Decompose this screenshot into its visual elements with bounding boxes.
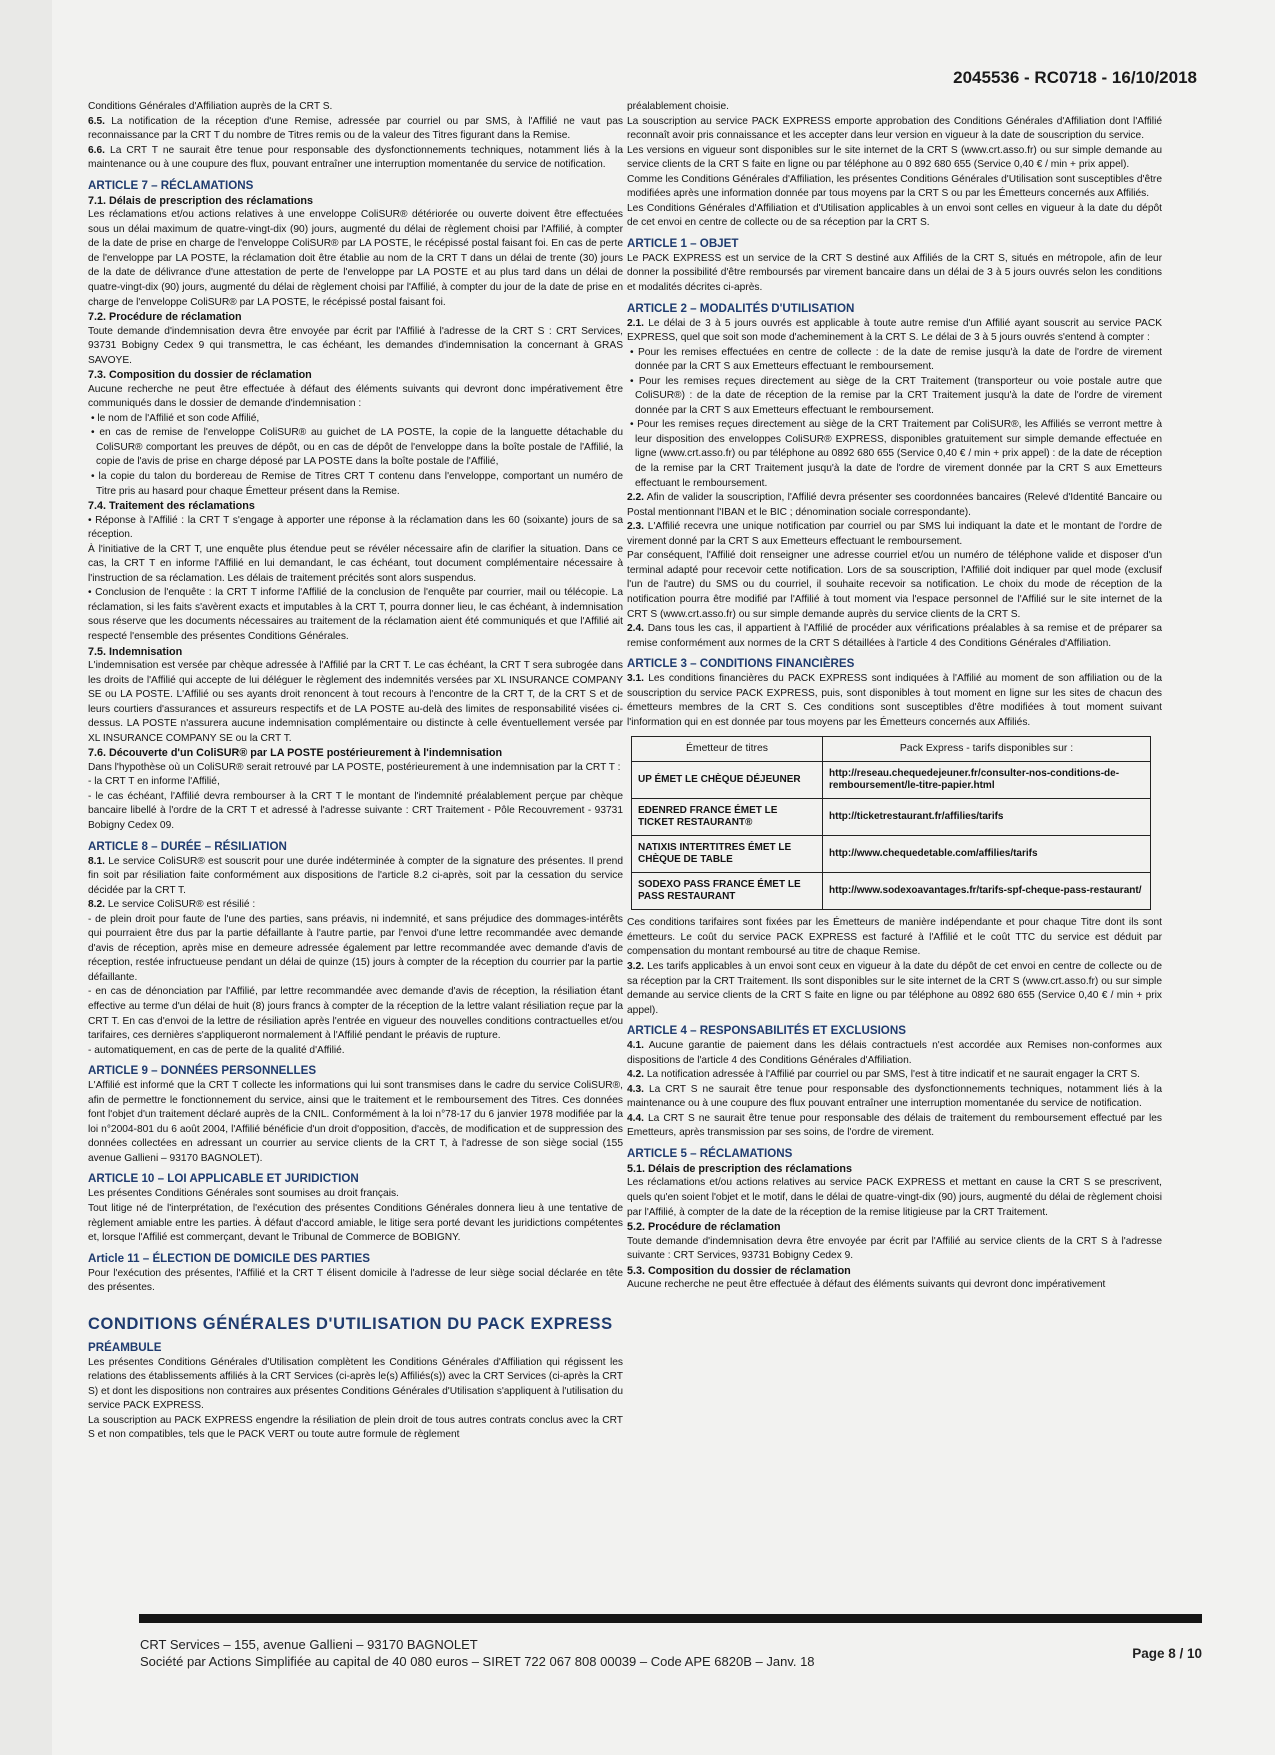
clause-text: Les présentes Conditions Générales sont soumises au droit français. xyxy=(88,1188,399,1200)
clause-text: - en cas de dénonciation par l'Affilié, par lettre recommandée avec demande d'avis de réception, la résiliation étant effective au terme d'un délai de huit (8) jours francs à compter de la réception de la lettre valant résiliation reçue par la CRT T. En cas d'envoi de la lettre de résiliation après l'entrée en vigueur des nouvelles conditions contractuelles et/ou tarifaires, ces dernières s'appliqueront normalement à l'Affilié pendant le préavis de rupture. xyxy=(88,986,623,1042)
paragraph xyxy=(88,115,623,144)
article-heading xyxy=(627,1146,1162,1162)
paragraph xyxy=(88,543,623,587)
tariff-link[interactable]: http://www.sodexoavantages.fr/tarifs-spf-cheque-pass-restaurant/ xyxy=(823,873,1151,910)
clause-text: ARTICLE 9 – DONNÉES PERSONNELLES xyxy=(88,1064,317,1078)
clause-text: 7.5. Indemnisation xyxy=(88,645,183,658)
paragraph xyxy=(88,1079,623,1166)
paragraph xyxy=(627,252,1162,296)
table-row xyxy=(632,836,1151,873)
bullet-item xyxy=(627,375,1162,419)
clause-text: Dans tous les cas, il appartient à l'Affilié de procéder aux vérifications préalables à sa remise et de préparer sa remise conformément aux normes de la CRT S détaillées à l'article 4 des Conditions Générales d'Affiliation. xyxy=(627,623,1162,649)
clause-text: - la CRT T en informe l'Affilié, xyxy=(88,776,220,788)
clause-number: 4.4. xyxy=(627,1112,644,1124)
paragraph xyxy=(627,115,1162,144)
clause-number: 2.4. xyxy=(627,623,644,635)
right-column xyxy=(627,100,1162,1293)
clause-text: préalablement choisie. xyxy=(627,101,729,112)
paragraph xyxy=(88,790,623,834)
paragraph xyxy=(88,325,623,369)
clause-text: Les conditions financières du PACK EXPRESS sont indiquées à l'Affilié au moment de son affiliation ou de la souscription du service PACK EXPRESS, puis, sont disponibles à tout moment en ligne sur les sites de chacun des émetteurs membres de la CRT S. Ces conditions sont susceptibles d'être modifiées à tout moment suivant l'information qui en est donnée par tous moyens par les Émetteurs concernés aux Affiliés. xyxy=(627,673,1162,728)
clause-text: Les tarifs applicables à un envoi sont ceux en vigueur à la date du dépôt de cet envoi en centre de collecte ou de sa réception par la CRT Traitement. Ils sont disponibles sur le site internet de la CRT S (www.crt.asso.fr) ou sur simple demande au service clients de la CRT S faite en ligne ou par téléphone au 0892 680 655 (Service 0,40 € / min + prix appel). xyxy=(627,960,1162,1016)
section-heading xyxy=(88,194,623,209)
table-row xyxy=(632,762,1151,799)
footer-address: CRT Services – 155, avenue Gallieni – 93170 BAGNOLET xyxy=(140,1637,478,1652)
clause-text: L'Affilié recevra une unique notification par courriel ou par SMS lui indiquant la date et le montant de l'ordre de virement donné par la CRT S aux Emetteurs effectuant le remboursement. xyxy=(627,521,1162,547)
clause-text: Afin de valider la souscription, l'Affilié devra présenter ses coordonnées bancaires (Relevé d'Identité Bancaire ou Postal mentionnant l'IBAN et le BIC ; dénomination sociale correspondante). xyxy=(627,492,1162,518)
clause-number: 6.6. xyxy=(88,144,105,156)
paragraph xyxy=(627,1176,1162,1220)
clause-text: 7.6. Découverte d'un ColiSUR® par LA POSTE postérieurement à l'indemnisation xyxy=(88,747,503,760)
paragraph xyxy=(88,1267,623,1296)
article-heading xyxy=(88,839,623,855)
paragraph xyxy=(627,317,1162,346)
paragraph xyxy=(88,985,623,1043)
clause-text: Tout litige né de l'interprétation, de l'exécution des présentes Conditions Générales donnera lieu à une tentative de règlement amiable entre les parties. À défaut d'accord amiable, le litige sera porté devant les juridictions compétentes et, lorsque l'Affilié est commerçant, devant le Tribunal de Commerce de BOBIGNY. xyxy=(88,1203,623,1244)
clause-text: Pour l'exécution des présentes, l'Affilié et la CRT T élisent domicile à l'adresse de leur siège social déclarée en tête des présentes. xyxy=(88,1267,623,1294)
clause-text: Ces conditions tarifaires sont fixées par les Émetteurs de manière indépendante et pour chaque Titre dont ils sont émetteurs. Le coût du service PACK EXPRESS est facturé à l'Affilié et le coût TTC du service est déduit par compensation du montant remboursé au titre de chaque Remise. xyxy=(627,917,1162,958)
clause-text: PRÉAMBULE xyxy=(88,1340,162,1354)
paragraph xyxy=(627,622,1162,651)
clause-text: La CRT S ne saurait être tenue pour responsable des dysfonctionnements techniques, notamment liés à la maintenance ou à une coupure des flux pouvant entraîner une interruption momentanée du service de notification. xyxy=(627,1083,1162,1110)
clause-text: • le nom de l'Affilié et son code Affilié, xyxy=(91,412,260,424)
article-heading xyxy=(88,1063,623,1079)
clause-text: Dans l'hypothèse où un ColiSUR® serait retrouvé par LA POSTE, postérieurement à une indemnisation par la CRT T : xyxy=(88,761,621,773)
clause-text: Aucune garantie de paiement dans les délais contractuels n'est accordée aux Remises non-conformes aux dispositions de l'article 4 des Conditions Générales d'Affiliation. xyxy=(627,1040,1162,1066)
document-title xyxy=(88,1314,623,1335)
clause-text: • Pour les remises effectuées en centre de collecte : de la date de remise jusqu'à la date de l'ordre de virement donnée par la CRT S aux Emetteurs effectuant le remboursement. xyxy=(630,346,1162,373)
clause-number: 6.5. xyxy=(88,115,105,127)
paragraph xyxy=(88,761,623,776)
clause-number: 4.2. xyxy=(627,1069,644,1081)
clause-text: 7.4. Traitement des réclamations xyxy=(88,500,255,513)
clause-text: ARTICLE 10 – LOI APPLICABLE ET JURIDICTION xyxy=(88,1172,359,1186)
clause-text: ARTICLE 2 – MODALITÉS D'UTILISATION xyxy=(627,301,855,315)
clause-text: • Pour les remises reçues directement au siège de la CRT Traitement par ColiSUR®, les Affiliés se verront mettre à leur disposition des enveloppes ColiSUR® EXPRESS, disponibles gratuitement sur simple demande effectuée en ligne (www.crt.asso.fr) ou par téléphone au 0892 680 655 (Service 0,40 € / min + prix appel) : de la date de réception de la remise par la CRT Traitement jusqu'à la date de l'ordre de virement donnée par la CRT S aux Emetteurs effectuant le remboursement. xyxy=(630,419,1162,489)
article-heading xyxy=(627,236,1162,252)
clause-text: - de plein droit pour faute de l'une des parties, sans préavis, ni indemnité, et sans préjudice des dommages-intérêts qui pourraient être dus par la partie défaillante à l'autre partie, par l'envoi d'une lettre recommandée avec demande d'avis de réception, après mise en demeure adressée également par lettre recommandée avec demande d'avis de réception, restée infructueuse pendant un délai de quinze (15) jours à compter de la réception du courrier par la partie défaillante. xyxy=(88,913,623,983)
clause-text: La notification adressée à l'Affilié par courriel ou par SMS, l'est à titre indicatif et ne saurait engager la CRT S. xyxy=(644,1069,1140,1081)
clause-text: Par conséquent, l'Affilié doit renseigner une adresse courriel et/ou un numéro de téléphone valide et disposer d'un terminal adapté pour recevoir cette notification. Lors de sa souscription, l'Affilié doit indiquer par quel mode (exclusif l'un de l'autre) du SMS ou du courriel, il souhaite recevoir sa notification. Le choix du mode de réception de la notification pourra être modifié par l'Affilié à tout moment via l'espace personnel de l'Affilié sur le site internet de la CRT S (www.crt.asso.fr) ou sur simple demande auprès du service clients de la CRT S. xyxy=(627,550,1162,620)
table-row xyxy=(632,799,1151,836)
article-heading xyxy=(88,178,623,194)
clause-text: Comme les Conditions Générales d'Affiliation, les présentes Conditions Générales d'Utilisation sont susceptibles d'être modifiées après une information donnée par tous moyens par la CRT S ou par les Émetteurs concernés aux Affiliés. xyxy=(627,173,1162,200)
clause-number: 4.3. xyxy=(627,1083,644,1095)
paragraph xyxy=(88,1356,623,1414)
paragraph xyxy=(88,1044,623,1059)
paragraph xyxy=(88,1187,623,1202)
clause-text: Le service ColiSUR® est résilié : xyxy=(105,899,256,911)
issuer-cell: UP ÉMET LE CHÈQUE DÉJEUNER xyxy=(632,762,823,799)
clause-text: ARTICLE 4 – RESPONSABILITÉS ET EXCLUSIONS xyxy=(627,1024,906,1038)
paragraph xyxy=(88,775,623,790)
bullet-item xyxy=(88,412,623,427)
paragraph xyxy=(88,586,623,644)
paragraph xyxy=(88,514,623,543)
paragraph xyxy=(627,1112,1162,1141)
table-header-issuer: Émetteur de titres xyxy=(632,737,823,762)
clause-text: • en cas de remise de l'enveloppe ColiSUR® au guichet de LA POSTE, la copie de la languette détachable du ColiSUR® comportant les preuves de dépôt, ou en cas de dépôt de l'enveloppe dans la boîte postale de l'Affilié, la copie de l'avis de prise en charge déposé par LA POSTE dans la boîte postale de l'Affilié, xyxy=(91,427,623,468)
footer-rule xyxy=(139,1614,1202,1623)
clause-number: 2.1. xyxy=(627,317,644,329)
paragraph xyxy=(88,1414,623,1443)
bullet-item xyxy=(88,426,623,470)
clause-text: 5.3. Composition du dossier de réclamation xyxy=(627,1264,851,1277)
paragraph xyxy=(627,1039,1162,1068)
clause-text: La CRT S ne saurait être tenue pour responsable des délais de traitement du remboursement effectué par les Emetteurs, après transmission par ses soins, de l'ordre de virement. xyxy=(627,1112,1162,1139)
clause-number: 8.1. xyxy=(88,855,105,867)
paragraph xyxy=(627,1068,1162,1083)
clause-number: 4.1. xyxy=(627,1040,644,1052)
paragraph xyxy=(627,491,1162,520)
article-heading xyxy=(88,1171,623,1187)
clause-text: La CRT T ne saurait être tenue pour responsable des dysfonctionnements techniques, notamment liés à la maintenance ou à une coupure des flux, pouvant entraîner une interruption momentanée du service de notification. xyxy=(88,144,623,171)
table-row xyxy=(632,873,1151,910)
paragraph xyxy=(88,898,623,913)
clause-text: Les présentes Conditions Générales d'Utilisation complètent les Conditions Générales d'Affiliation qui régissent les relations des établissements affiliés à la CRT Services (ci-après le(s) Affiliés(s)) avec la CRT Services (ci-après la CRT S) et dont les dispositions non contraires aux présentes Conditions Générales d'Utilisation s'appliquent à l'utilisation du service PACK EXPRESS. xyxy=(88,1356,623,1412)
issuer-cell: EDENRED FRANCE ÉMET LE TICKET RESTAURANT® xyxy=(632,799,823,836)
clause-text: Le PACK EXPRESS est un service de la CRT S destiné aux Affiliés de la CRT S, situés en métropole, afin de leur donner la possibilité d'être remboursés par virement bancaire dans un délai de 3 à 5 jours ouvrés selon les conditions et modalités décrites ci-après. xyxy=(627,252,1162,294)
clause-text: À l'initiative de la CRT T, une enquête plus étendue peut se révéler nécessaire afin de clarifier la situation. Dans ce cas, la CRT T en informe l'Affilié en lui demandant, le cas échéant, tout document complémentaire nécessaire à l'instruction de sa réclamation. Les délais de traitement précités sont alors suspendus. xyxy=(88,543,623,584)
page-number: Page 8 / 10 xyxy=(1132,1646,1202,1661)
paragraph xyxy=(627,1083,1162,1112)
clause-text: CONDITIONS GÉNÉRALES D'UTILISATION DU PACK EXPRESS xyxy=(88,1314,613,1333)
footer-legal: Société par Actions Simplifiée au capital de 40 080 euros – SIRET 722 067 808 00039 – Code APE 6820B – Janv. 18 xyxy=(140,1654,815,1669)
section-heading xyxy=(88,746,623,761)
section-heading xyxy=(627,1220,1162,1235)
section-heading xyxy=(88,645,623,660)
clause-text: 7.1. Délais de prescription des réclamations xyxy=(88,194,314,207)
section-heading xyxy=(88,499,623,514)
left-column xyxy=(88,100,623,1443)
clause-text: ARTICLE 5 – RÉCLAMATIONS xyxy=(627,1146,793,1160)
paragraph xyxy=(627,202,1162,231)
paragraph xyxy=(627,549,1162,622)
bullet-item xyxy=(88,470,623,499)
clause-number: 2.2. xyxy=(627,492,644,504)
clause-text: Les Conditions Générales d'Affiliation et d'Utilisation applicables à un envoi sont celles en vigueur à la date du dépôt de cet envoi en centre de collecte ou de sa réception par la CRT S. xyxy=(627,202,1162,229)
clause-text: ARTICLE 1 – OBJET xyxy=(627,236,739,250)
clause-text: Les réclamations et/ou actions relatives à une enveloppe ColiSUR® détériorée ou ouverte doivent être effectuées sous un délai maximum de quatre-vingt-dix (90) jours, augmenté du délai de règlement choisi par l'Affilié, à compter de la date de prise en charge de l'enveloppe ColiSUR® par LA POSTE, le récépissé postal faisant foi. En cas de perte de l'enveloppe par LA POSTE, la réclamation doit être établie au nom de la CRT T dans un délai de trente (30) jours de la date de délivrance d'une attestation de perte de l'enveloppe par LA POSTE et au plus tard dans un délai de quatre-vingt-dix (90) jours, augmenté du délai de règlement choisi par l'Affilié, à compter du jour de la date de prise en charge de l'enveloppe ColiSUR® par LA POSTE, le récépissé postal faisant foi. xyxy=(88,209,623,308)
clause-number: 8.2. xyxy=(88,899,105,911)
tariff-link[interactable]: http://ticketrestaurant.fr/affilies/tarifs xyxy=(823,799,1151,836)
article-heading xyxy=(627,301,1162,317)
paragraph xyxy=(627,960,1162,1018)
right-column-lower xyxy=(627,916,1162,1292)
section-heading xyxy=(627,1162,1162,1177)
paragraph xyxy=(88,144,623,173)
clause-text: 7.2. Procédure de réclamation xyxy=(88,311,242,324)
clause-text: La souscription au PACK EXPRESS engendre la résiliation de plein droit de tous autres contrats conclus avec la CRT S et non compatibles, tels que le PACK VERT ou toute autre formule de règlement xyxy=(88,1414,623,1441)
issuer-cell: SODEXO PASS FRANCE ÉMET LE PASS RESTAURANT xyxy=(632,873,823,910)
clause-text: ARTICLE 7 – RÉCLAMATIONS xyxy=(88,178,254,192)
clause-text: • Conclusion de l'enquête : la CRT T informe l'Affilié de la conclusion de l'enquête par courrier, mail ou télécopie. La réclamation, si les faits s'avèrent exacts et imputables à la CRT T, pourra donner lieu, le cas échéant, à indemnisation sous réserve que les documents nécessaires au traitement de la réclamation aient été communiqués et que l'Affilié ait respecté l'ensemble des présentes Conditions Générales. xyxy=(88,587,623,642)
paragraph xyxy=(88,659,623,746)
clause-text: Les versions en vigueur sont disponibles sur le site internet de la CRT S (www.crt.asso.fr) ou sur simple demande au service clients de la CRT S faite en ligne ou par téléphone au 0 892 680 655 (Service 0,40 € / min + prix appel). xyxy=(627,144,1162,171)
table-header-tariffs: Pack Express - tarifs disponibles sur : xyxy=(823,737,1151,762)
article-heading xyxy=(88,1340,623,1356)
paragraph xyxy=(88,383,623,412)
paragraph xyxy=(627,1278,1162,1293)
paragraph xyxy=(627,520,1162,549)
paragraph xyxy=(627,1235,1162,1264)
clause-text: Toute demande d'indemnisation devra être envoyée par écrit par l'Affilié à l'adresse de la CRT S : CRT Services, 93731 Bobigny Cedex 9 qui transmettra, le cas échéant, les demandes d'indemnisation la concernant à GRAS SAVOYE. xyxy=(88,325,623,366)
clause-text: - automatiquement, en cas de perte de la qualité d'Affilié. xyxy=(88,1044,345,1056)
issuer-cell: NATIXIS INTERTITRES ÉMET LE CHÈQUE DE TABLE xyxy=(632,836,823,873)
right-column-upper xyxy=(627,100,1162,730)
clause-text: • la copie du talon du bordereau de Remise de Titres CRT T contenu dans l'enveloppe, comportant un numéro de Titre pris au hasard pour chaque Émetteur présent dans la Remise. xyxy=(91,470,623,497)
clause-text: 5.2. Procédure de réclamation xyxy=(627,1221,781,1234)
section-heading xyxy=(88,310,623,325)
paragraph xyxy=(627,173,1162,202)
clause-number: 3.1. xyxy=(627,673,644,685)
paragraph xyxy=(88,208,623,310)
clause-text: Article 11 – ÉLECTION DE DOMICILE DES PARTIES xyxy=(88,1251,370,1265)
paragraph xyxy=(88,913,623,986)
clause-text: ARTICLE 3 – CONDITIONS FINANCIÈRES xyxy=(627,657,855,671)
clause-text: 7.3. Composition du dossier de réclamation xyxy=(88,369,312,382)
clause-text: • Réponse à l'Affilié : la CRT T s'engage à apporter une réponse à la réclamation dans les 60 (soixante) jours de sa réception. xyxy=(88,514,623,541)
clause-text: La souscription au service PACK EXPRESS emporte approbation des Conditions Générales d'Affiliation dont l'Affilié reconnaît avoir pris connaissance et les accepter dans leur version en vigueur à la date de souscription du service. xyxy=(627,115,1162,142)
article-heading xyxy=(627,1023,1162,1039)
clause-number: 2.3. xyxy=(627,521,644,533)
paragraph xyxy=(627,100,1162,115)
clause-text: Toute demande d'indemnisation devra être envoyée par écrit par l'Affilié au service clients de la CRT S à l'adresse suivante : CRT Services, 93731 Bobigny Cedex 9. xyxy=(627,1235,1162,1262)
tariff-link[interactable]: http://www.chequedetable.com/affilies/tarifs xyxy=(823,836,1151,873)
clause-text: - le cas échéant, l'Affilié devra rembourser à la CRT T le montant de l'indemnité préalablement perçue par chèque bancaire libellé à l'ordre de la CRT T et adressé à l'adresse suivante : CRT Traitement - Pôle Recouvrement - 93731 Bobigny Cedex 09. xyxy=(88,790,623,831)
clause-text: L'indemnisation est versée par chèque adressée à l'Affilié par la CRT T. Le cas échéant, la CRT T sera subrogée dans les droits de l'Affilié qui accepte de lui déléguer le règlement des indemnités versées par XL INSURANCE COMPANY SE ou LA POSTE. L'Affilié ou ses ayants droit renoncent à tout recours à l'encontre de la CRT T, de la CRT S et de leurs courtiers d'assurances et assureurs respectifs et de LA POSTE au-delà des limites de responsabilité visées ci-dessus. LA POSTE n'assurera aucune indemnisation complémentaire ou distincte à celle éventuellement versée par XL INSURANCE COMPANY SE ou la CRT T. xyxy=(88,660,623,744)
paragraph xyxy=(88,100,623,115)
document-reference: 2045536 - RC0718 - 16/10/2018 xyxy=(953,68,1197,87)
paragraph xyxy=(88,1202,623,1246)
clause-number: 3.2. xyxy=(627,960,644,972)
article-heading xyxy=(88,1251,623,1267)
clause-text: • Pour les remises reçues directement au siège de la CRT Traitement (transporteur ou voie postale autre que ColiSUR®) : de la date de réception de la remise par la CRT Traitement jusqu'à la date de l'ordre de virement donnée par la CRT S aux Emetteurs effectuant le remboursement. xyxy=(630,375,1162,416)
clause-text: 5.1. Délais de prescription des réclamations xyxy=(627,1162,853,1175)
clause-text: Aucune recherche ne peut être effectuée à défaut des éléments suivants qui devront donc impérativement être communiqués dans le dossier de demande d'indemnisation : xyxy=(88,383,623,410)
paragraph xyxy=(88,855,623,899)
section-heading xyxy=(627,1264,1162,1279)
bullet-item xyxy=(627,418,1162,491)
clause-text: Les réclamations et/ou actions relatives au service PACK EXPRESS et mettant en cause la CRT S se prescrivent, quels qu'en soient l'objet et le motif, dans le délai de quatre-vingt-dix (90) jours, augmenté du délai de règlement choisi par l'Affilié, à compter de la date de la réception de la remise litigieuse par la CRT Traitement. xyxy=(627,1177,1162,1218)
bullet-item xyxy=(627,346,1162,375)
paragraph xyxy=(627,144,1162,173)
section-heading xyxy=(88,368,623,383)
article-heading xyxy=(627,656,1162,672)
clause-text: La notification de la réception d'une Remise, adressée par courriel ou par SMS, à l'Affilié ne vaut pas reconnaissance par la CRT T du nombre de Titres remis ou de la valeur des Titres figurant dans la Remise. xyxy=(88,115,623,142)
footer xyxy=(140,1636,815,1670)
clause-text: ARTICLE 8 – DURÉE – RÉSILIATION xyxy=(88,839,287,853)
clause-text: Le service ColiSUR® est souscrit pour une durée indéterminée à compter de la signature des présentes. Il prend fin soit par résiliation faite conformément aux dispositions de l'article 8.2 ci-après, soit par la cessation du service décidée par la CRT T. xyxy=(88,855,623,896)
clause-text: Le délai de 3 à 5 jours ouvrés est applicable à toute autre remise d'un Affilié ayant souscrit au service PACK EXPRESS, quel que soit son mode d'acheminement à la CRT S. Le délai de 3 à 5 jours ouvrés s'entend à compter : xyxy=(627,317,1162,344)
paragraph xyxy=(627,916,1162,960)
clause-text: L'Affilié est informé que la CRT T collecte les informations qui lui sont transmises dans le cadre du service ColiSUR®, afin de permettre le fonctionnement du service, ainsi que le traitement et le remboursement des Titres. Ces données font l'objet d'un traitement déclaré auprès de la CNIL. Conformément à la loi n°78-17 du 6 janvier 1978 modifiée par la loi n°2004-801 du 6 août 2004, l'Affilié bénéficie d'un droit d'opposition, d'accès, de modification et de suppression des données collectées en adressant un courrier au service clients de la CRT T, à l'adresse de son siège social (155 avenue Gallieni – 93170 BAGNOLET). xyxy=(88,1080,623,1164)
tariffs-table xyxy=(631,736,1151,910)
clause-text: Conditions Générales d'Affiliation auprès de la CRT S. xyxy=(88,101,333,112)
paragraph xyxy=(627,672,1162,730)
clause-text: Aucune recherche ne peut être effectuée à défaut des éléments suivants qui devront donc impérativement xyxy=(627,1279,1106,1291)
tariff-link[interactable]: http://reseau.chequedejeuner.fr/consulter-nos-conditions-de-remboursement/le-titre-papier.html xyxy=(823,762,1151,799)
